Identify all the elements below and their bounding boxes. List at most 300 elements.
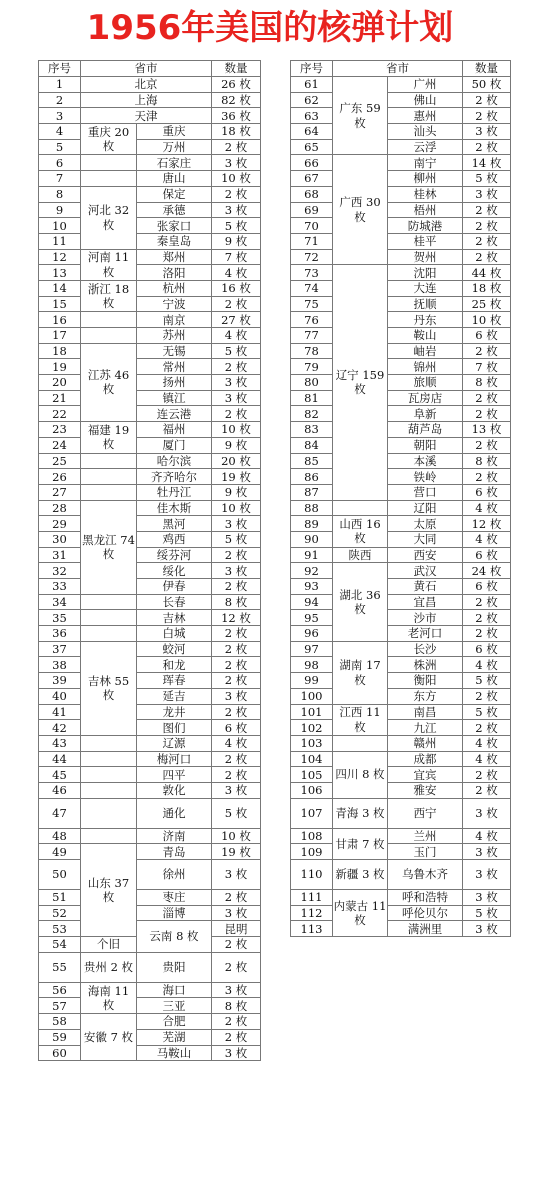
city-cell: 保定: [137, 186, 212, 202]
count-cell: 13 枚: [463, 422, 511, 438]
table-row: [291, 108, 511, 124]
province-cell: [81, 782, 137, 798]
count-cell: 2 枚: [463, 594, 511, 610]
row-number: 42: [39, 720, 81, 736]
province-cell: [81, 155, 137, 171]
count-cell: 18 枚: [212, 124, 261, 140]
table-row: [39, 437, 261, 453]
table-row: [291, 124, 511, 140]
row-number: 58: [39, 1014, 81, 1030]
city-cell: 防城港: [388, 218, 463, 234]
row-number: 5: [39, 139, 81, 155]
city-cell: 辽阳: [388, 500, 463, 516]
header-no: 序号: [291, 61, 333, 77]
row-number: 33: [39, 579, 81, 595]
table-row: [39, 124, 261, 140]
city-cell: 个旧: [81, 937, 137, 953]
count-cell: 7 枚: [463, 359, 511, 375]
city-cell: 通化: [137, 798, 212, 828]
header-province: 省市: [333, 61, 463, 77]
row-number: 38: [39, 657, 81, 673]
row-number: 25: [39, 453, 81, 469]
row-number: 17: [39, 328, 81, 344]
table-row: [39, 422, 261, 438]
table-row: [291, 626, 511, 642]
city-cell: 淄博: [137, 905, 212, 921]
table-row: [39, 579, 261, 595]
table-row: [291, 328, 511, 344]
row-number: 19: [39, 359, 81, 375]
table-row: [291, 265, 511, 281]
row-number: 94: [291, 594, 333, 610]
city-cell: 辽源: [137, 735, 212, 751]
count-cell: 3 枚: [212, 375, 261, 391]
table-row: [39, 484, 261, 500]
city-cell: 牡丹江: [137, 484, 212, 500]
count-cell: 6 枚: [463, 484, 511, 500]
count-cell: 6 枚: [212, 720, 261, 736]
count-cell: 3 枚: [212, 390, 261, 406]
city-cell: 南宁: [388, 155, 463, 171]
table-row: [291, 343, 511, 359]
table-row: [39, 547, 261, 563]
city-cell: 惠州: [388, 108, 463, 124]
row-number: 45: [39, 767, 81, 783]
city-cell: 枣庄: [137, 890, 212, 906]
count-cell: 8 枚: [212, 594, 261, 610]
row-number: 97: [291, 641, 333, 657]
row-number: 24: [39, 437, 81, 453]
row-number: 73: [291, 265, 333, 281]
row-number: 51: [39, 890, 81, 906]
province-cell: 海南 11 枚: [81, 982, 137, 1013]
count-cell: 2 枚: [463, 688, 511, 704]
city-cell: 旅顺: [388, 375, 463, 391]
row-number: 6: [39, 155, 81, 171]
city-cell: 营口: [388, 484, 463, 500]
row-number: 3: [39, 108, 81, 124]
table-row: [291, 77, 511, 93]
count-cell: 2 枚: [463, 406, 511, 422]
city-cell: 伊春: [137, 579, 212, 595]
row-number: 47: [39, 798, 81, 828]
table-row: [39, 844, 261, 860]
table-row: [291, 673, 511, 689]
row-number: 14: [39, 280, 81, 296]
city-cell: 铁岭: [388, 469, 463, 485]
count-cell: 3 枚: [212, 982, 261, 998]
row-number: 91: [291, 547, 333, 563]
row-number: 27: [39, 484, 81, 500]
table-row: [39, 92, 261, 108]
city-cell: 桂平: [388, 233, 463, 249]
table-row: [291, 890, 511, 906]
city-cell: 东方: [388, 688, 463, 704]
city-cell: 衡阳: [388, 673, 463, 689]
row-number: 111: [291, 890, 333, 906]
count-cell: 2 枚: [463, 249, 511, 265]
row-number: 57: [39, 998, 81, 1014]
count-cell: 2 枚: [212, 296, 261, 312]
row-number: 85: [291, 453, 333, 469]
city-cell: 武汉: [388, 563, 463, 579]
province-cell: [81, 626, 137, 642]
city-cell: 敦化: [137, 782, 212, 798]
table-row: [39, 563, 261, 579]
row-number: 101: [291, 704, 333, 720]
table-row: [291, 500, 511, 516]
count-cell: 12 枚: [463, 516, 511, 532]
row-number: 32: [39, 563, 81, 579]
count-cell: 2 枚: [212, 359, 261, 375]
city-cell: 呼和浩特: [388, 890, 463, 906]
count-cell: 3 枚: [212, 860, 261, 890]
table-row: [39, 312, 261, 328]
table-row: [39, 296, 261, 312]
count-cell: 5 枚: [212, 531, 261, 547]
city-cell: 玉门: [388, 844, 463, 860]
city-cell: 鸡西: [137, 531, 212, 547]
table-row: [39, 1045, 261, 1061]
city-cell: 贵阳: [137, 952, 212, 982]
row-number: 13: [39, 265, 81, 281]
city-cell: 延吉: [137, 688, 212, 704]
province-cell: 黑龙江 74 枚: [81, 500, 137, 594]
left-table: [38, 60, 261, 1061]
city-cell: 厦门: [137, 437, 212, 453]
row-number: 63: [291, 108, 333, 124]
table-row: [291, 139, 511, 155]
table-row: [291, 767, 511, 783]
city-cell: 柳州: [388, 171, 463, 187]
table-row: [291, 453, 511, 469]
province-cell: 河南 11 枚: [81, 249, 137, 280]
row-number: 104: [291, 751, 333, 767]
province-cell: 贵州 2 枚: [81, 952, 137, 982]
table-row: [291, 641, 511, 657]
count-cell: 4 枚: [463, 531, 511, 547]
table-row: [291, 171, 511, 187]
table-row: [291, 844, 511, 860]
city-cell: 云浮: [388, 139, 463, 155]
row-number: 49: [39, 844, 81, 860]
row-number: 18: [39, 343, 81, 359]
table-row: [39, 359, 261, 375]
city-cell: 九江: [388, 720, 463, 736]
province-cell: [81, 328, 137, 344]
table-row: [39, 469, 261, 485]
row-number: 66: [291, 155, 333, 171]
table-row: [39, 406, 261, 422]
count-cell: 10 枚: [212, 422, 261, 438]
row-number: 62: [291, 92, 333, 108]
count-cell: 3 枚: [212, 155, 261, 171]
city-cell: 瓦房店: [388, 390, 463, 406]
row-number: 4: [39, 124, 81, 140]
count-cell: 3 枚: [212, 905, 261, 921]
city-cell: 贺州: [388, 249, 463, 265]
count-cell: 2 枚: [212, 547, 261, 563]
table-row: [39, 516, 261, 532]
city-cell: 白城: [137, 626, 212, 642]
table-row: [39, 171, 261, 187]
count-cell: 2 枚: [212, 641, 261, 657]
city-cell: 图们: [137, 720, 212, 736]
row-number: 64: [291, 124, 333, 140]
province-cell: [333, 735, 388, 751]
count-cell: 2 枚: [212, 937, 261, 953]
row-number: 36: [39, 626, 81, 642]
count-cell: 3 枚: [463, 798, 511, 828]
city-cell: 雅安: [388, 782, 463, 798]
city-cell: 苏州: [137, 328, 212, 344]
province-cell: 陕西: [333, 547, 388, 563]
province-cell: 湖北 36 枚: [333, 563, 388, 641]
province-cell: [81, 171, 137, 187]
row-number: 96: [291, 626, 333, 642]
count-cell: 4 枚: [212, 735, 261, 751]
province-cell: 广东 59 枚: [333, 77, 388, 155]
count-cell: 2 枚: [463, 720, 511, 736]
city-cell: 鞍山: [388, 328, 463, 344]
table-row: [291, 186, 511, 202]
table-row: [39, 594, 261, 610]
row-number: 1: [39, 77, 81, 93]
row-number: 72: [291, 249, 333, 265]
table-row: [39, 704, 261, 720]
city-cell: 太原: [388, 516, 463, 532]
row-number: 75: [291, 296, 333, 312]
table-row: [39, 343, 261, 359]
count-cell: 7 枚: [212, 249, 261, 265]
city-cell: 龙井: [137, 704, 212, 720]
table-row: [291, 563, 511, 579]
table-row: [39, 375, 261, 391]
province-cell: 山东 37 枚: [81, 844, 137, 937]
city-cell: 海口: [137, 982, 212, 998]
province-cell: [81, 751, 137, 767]
table-row: [291, 704, 511, 720]
table-row: [291, 375, 511, 391]
province-cell: 河北 32 枚: [81, 186, 137, 249]
row-number: 110: [291, 860, 333, 890]
row-number: 78: [291, 343, 333, 359]
count-cell: 2 枚: [212, 1014, 261, 1030]
table-row: [291, 280, 511, 296]
count-cell: 3 枚: [212, 688, 261, 704]
count-cell: 9 枚: [212, 233, 261, 249]
count-cell: 5 枚: [463, 171, 511, 187]
count-cell: 4 枚: [463, 751, 511, 767]
table-row: [39, 1014, 261, 1030]
table-row: [291, 905, 511, 921]
count-cell: 5 枚: [212, 798, 261, 828]
table-row: [291, 828, 511, 844]
count-cell: 2 枚: [463, 343, 511, 359]
city-cell: 丹东: [388, 312, 463, 328]
city-cell: 桂林: [388, 186, 463, 202]
city-cell: 三亚: [137, 998, 212, 1014]
row-number: 71: [291, 233, 333, 249]
row-number: 77: [291, 328, 333, 344]
table-row: [291, 547, 511, 563]
count-cell: 2 枚: [212, 626, 261, 642]
city-cell: 扬州: [137, 375, 212, 391]
count-cell: 44 枚: [463, 265, 511, 281]
city-cell: 梧州: [388, 202, 463, 218]
row-number: 2: [39, 92, 81, 108]
table-row: [39, 139, 261, 155]
province-cell: 内蒙古 11 枚: [333, 890, 388, 937]
row-number: 107: [291, 798, 333, 828]
count-cell: 50 枚: [463, 77, 511, 93]
table-row: [291, 359, 511, 375]
row-number: 74: [291, 280, 333, 296]
row-number: 29: [39, 516, 81, 532]
page-title: 1956年美国的核弹计划: [86, 8, 454, 48]
row-number: 12: [39, 249, 81, 265]
count-cell: 4 枚: [463, 735, 511, 751]
row-number: 102: [291, 720, 333, 736]
table-header: [291, 61, 511, 77]
province-cell: 广西 30 枚: [333, 155, 388, 265]
province-cell: 安徽 7 枚: [81, 1014, 137, 1061]
city-cell: 绥化: [137, 563, 212, 579]
table-row: [291, 406, 511, 422]
province-cell: 四川 8 枚: [333, 751, 388, 798]
city-cell: 济南: [137, 828, 212, 844]
row-number: 82: [291, 406, 333, 422]
count-cell: 5 枚: [212, 343, 261, 359]
table-row: [39, 751, 261, 767]
row-number: 92: [291, 563, 333, 579]
row-number: 20: [39, 375, 81, 391]
row-number: 59: [39, 1029, 81, 1045]
table-row: [39, 688, 261, 704]
count-cell: 18 枚: [463, 280, 511, 296]
row-number: 37: [39, 641, 81, 657]
city-cell: 满洲里: [388, 921, 463, 937]
city-cell: 芜湖: [137, 1029, 212, 1045]
row-number: 93: [291, 579, 333, 595]
table-row: [291, 390, 511, 406]
city-cell: 和龙: [137, 657, 212, 673]
table-row: [291, 437, 511, 453]
city-cell: 沙市: [388, 610, 463, 626]
table-row: [39, 657, 261, 673]
province-cell: [81, 610, 137, 626]
count-cell: 5 枚: [212, 218, 261, 234]
table-row: [39, 782, 261, 798]
table-row: [39, 531, 261, 547]
table-row: [39, 626, 261, 642]
row-number: 103: [291, 735, 333, 751]
count-cell: 10 枚: [212, 500, 261, 516]
city-cell: 朝阳: [388, 437, 463, 453]
city-cell: 珲春: [137, 673, 212, 689]
row-number: 67: [291, 171, 333, 187]
city-cell: 绥芬河: [137, 547, 212, 563]
count-cell: 3 枚: [463, 890, 511, 906]
count-cell: 3 枚: [463, 124, 511, 140]
city-cell: 常州: [137, 359, 212, 375]
count-cell: 4 枚: [212, 328, 261, 344]
province-cell: [81, 453, 137, 469]
table-row: [39, 453, 261, 469]
row-number: 98: [291, 657, 333, 673]
table-row: [39, 155, 261, 171]
table-row: [39, 202, 261, 218]
count-cell: 8 枚: [463, 375, 511, 391]
city-cell: 齐齐哈尔: [137, 469, 212, 485]
city-cell: 青岛: [137, 844, 212, 860]
table-row: [291, 469, 511, 485]
row-number: 70: [291, 218, 333, 234]
row-number: 8: [39, 186, 81, 202]
table-row: [39, 390, 261, 406]
table-row: [291, 249, 511, 265]
table-row: [39, 905, 261, 921]
row-number: 84: [291, 437, 333, 453]
count-cell: 82 枚: [212, 92, 261, 108]
table-row: [39, 1029, 261, 1045]
city-cell: 葫芦岛: [388, 422, 463, 438]
count-cell: 6 枚: [463, 328, 511, 344]
province-cell: 辽宁 159 枚: [333, 265, 388, 500]
city-cell: 福州: [137, 422, 212, 438]
count-cell: 27 枚: [212, 312, 261, 328]
count-cell: 2 枚: [463, 782, 511, 798]
count-cell: 2 枚: [212, 704, 261, 720]
city-cell: 呼伦贝尔: [388, 905, 463, 921]
row-number: 9: [39, 202, 81, 218]
table-row: [39, 860, 261, 890]
table-row: [291, 657, 511, 673]
city-cell: 乌鲁木齐: [388, 860, 463, 890]
city-cell: 沈阳: [388, 265, 463, 281]
city-cell: 西宁: [388, 798, 463, 828]
row-number: 106: [291, 782, 333, 798]
table-row: [39, 982, 261, 998]
row-number: 87: [291, 484, 333, 500]
table-row: [291, 751, 511, 767]
count-cell: 3 枚: [463, 860, 511, 890]
count-cell: 2 枚: [463, 767, 511, 783]
city-cell: 徐州: [137, 860, 212, 890]
city-cell: 石家庄: [137, 155, 212, 171]
row-number: 88: [291, 500, 333, 516]
row-number: 52: [39, 905, 81, 921]
table-row: [291, 484, 511, 500]
province-cell: 云南 8 枚: [137, 921, 212, 952]
table-row: [291, 735, 511, 751]
table-row: [291, 860, 511, 890]
count-cell: 2 枚: [463, 202, 511, 218]
province-cell: 青海 3 枚: [333, 798, 388, 828]
count-cell: 9 枚: [212, 484, 261, 500]
count-cell: 2 枚: [212, 1029, 261, 1045]
city-cell: 承德: [137, 202, 212, 218]
row-number: 40: [39, 688, 81, 704]
count-cell: 2 枚: [463, 437, 511, 453]
city-cell: 黄石: [388, 579, 463, 595]
table-row: [39, 998, 261, 1014]
header-province: 省市: [81, 61, 212, 77]
row-number: 69: [291, 202, 333, 218]
row-number: 68: [291, 186, 333, 202]
count-cell: 3 枚: [463, 921, 511, 937]
table-row: [291, 516, 511, 532]
